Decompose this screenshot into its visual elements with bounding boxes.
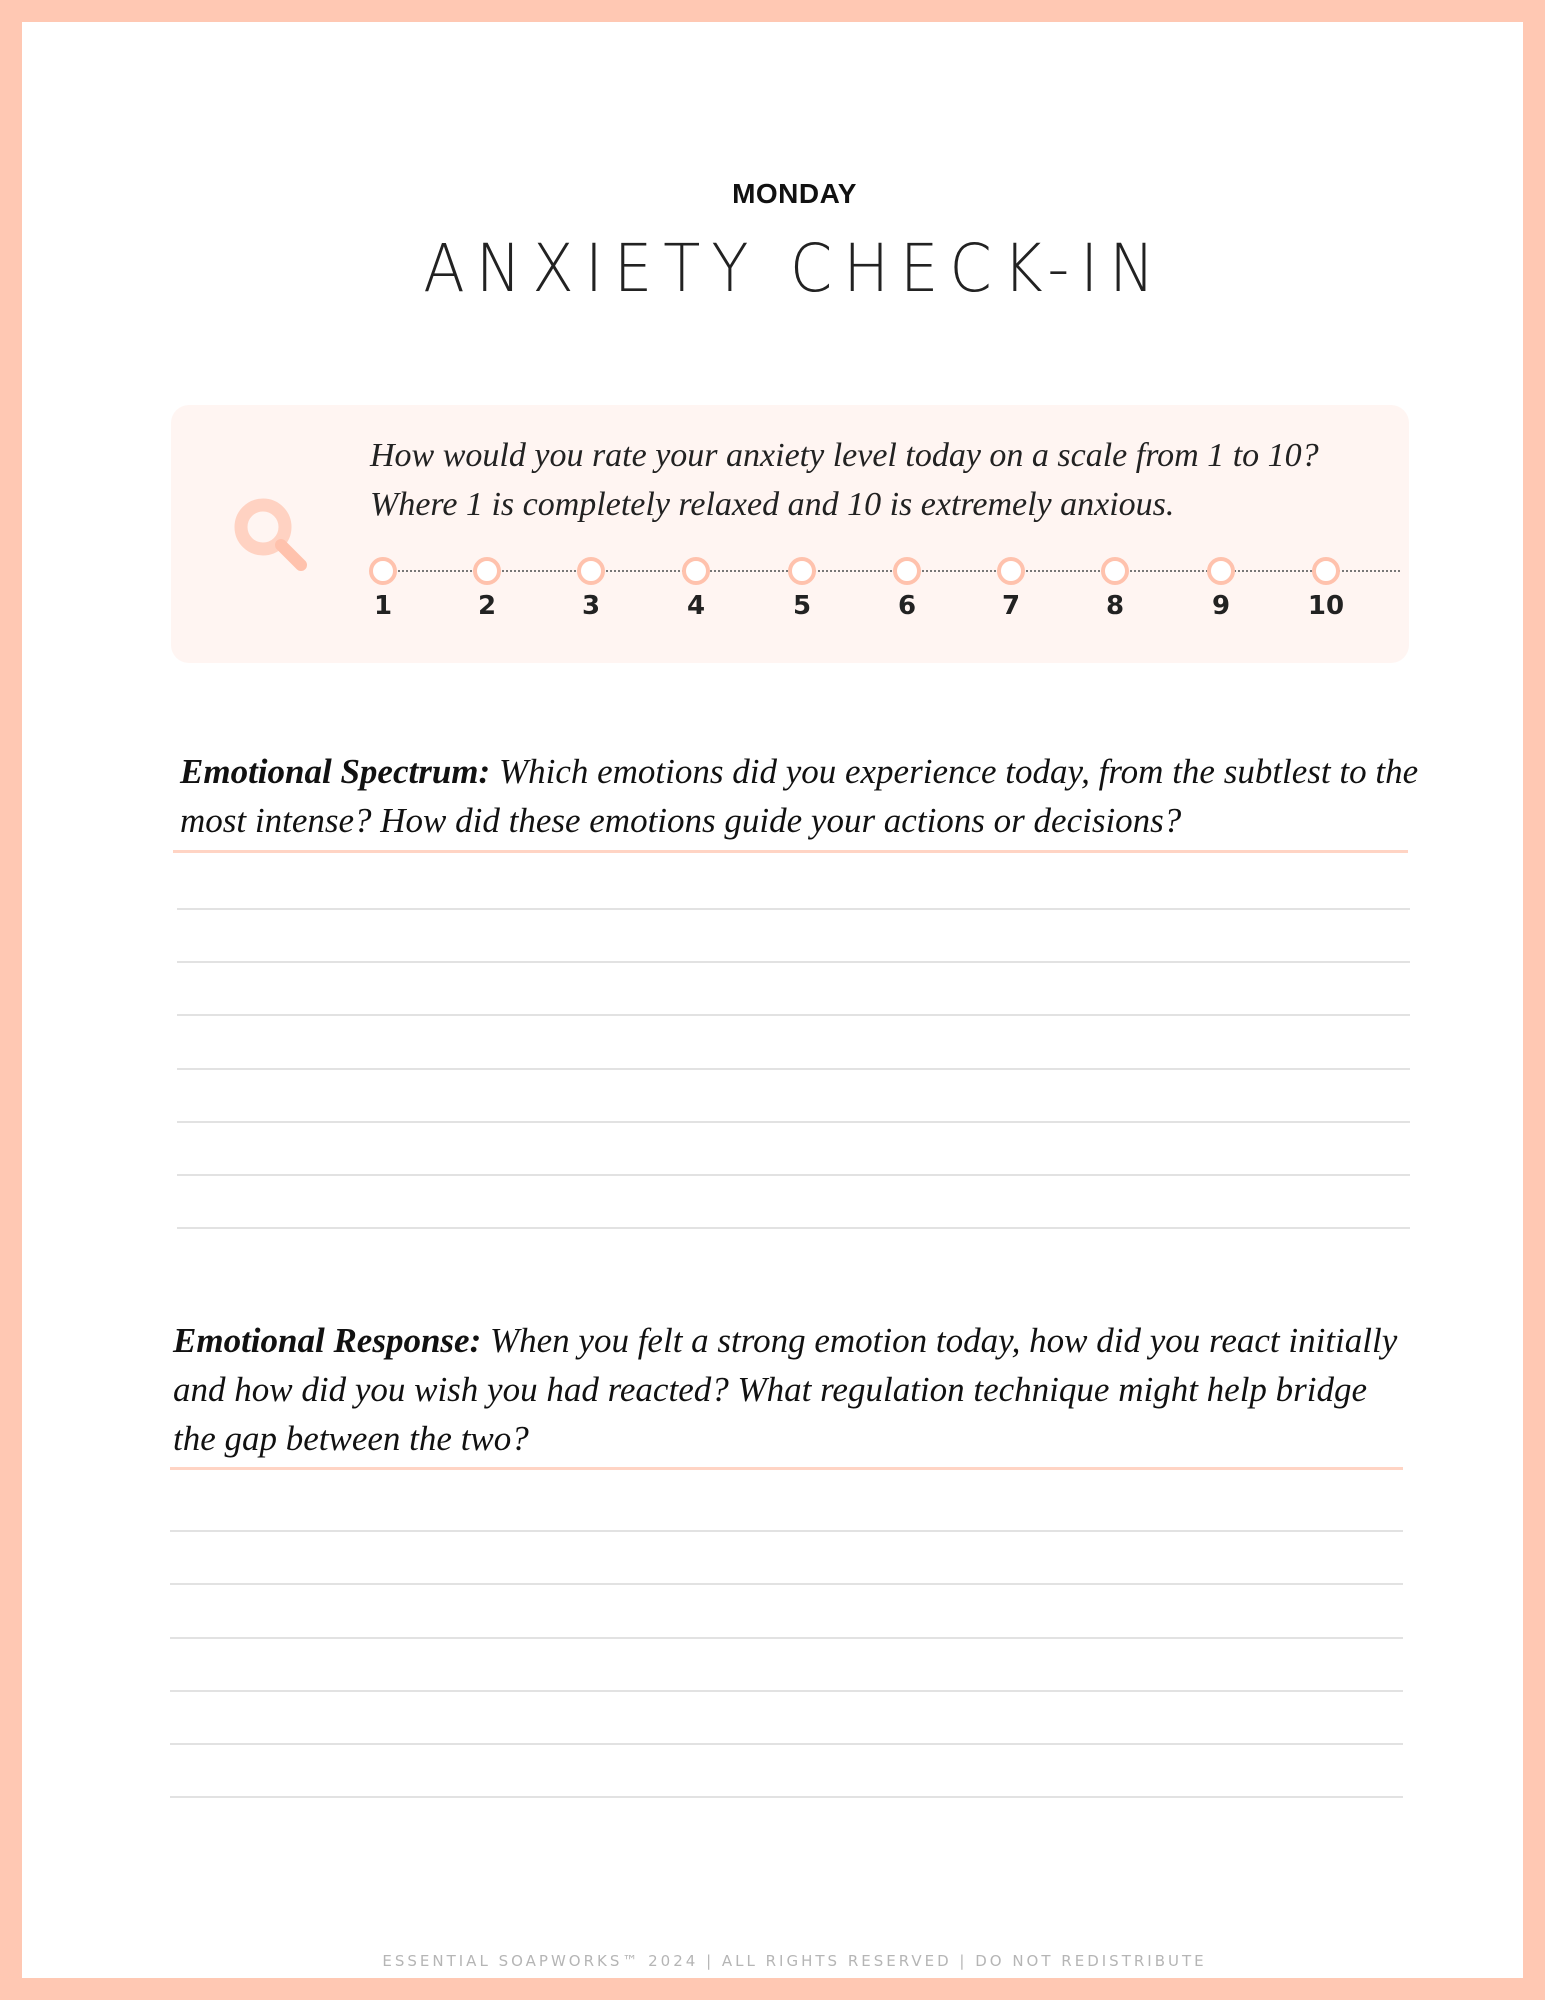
scale-dotted-line [383, 570, 1400, 572]
writing-line[interactable] [177, 1068, 1410, 1070]
copyright-footer: ESSENTIAL SOAPWORKS™ 2024 | ALL RIGHTS RESERVED | DO NOT REDISTRIBUTE [382, 1952, 1207, 1970]
rating-question: How would you rate your anxiety level today on a scale from 1 to 10? Where 1 is completely relaxed and 10 is extremely anxious. [370, 437, 1319, 523]
magnifying-glass-icon [229, 493, 321, 585]
page-title: ANXIETY CHECK-IN [423, 230, 1166, 307]
writing-line[interactable] [177, 908, 1410, 910]
scale-label-7: 7 [1001, 591, 1021, 621]
scale-label-4: 4 [686, 591, 706, 621]
scale-label-2: 2 [477, 591, 497, 621]
scale-option-8[interactable] [1101, 557, 1129, 585]
emotional-response-text: When you felt a strong emotion today, how did you react initially and how did you wish you had reacted? What regulation technique might help bridge the gap between the two? [173, 1321, 1398, 1458]
scale-option-6[interactable] [893, 557, 921, 585]
section-divider [170, 1467, 1403, 1470]
scale-label-10: 10 [1307, 591, 1345, 621]
writing-line[interactable] [177, 961, 1410, 963]
anxiety-rating-box [171, 405, 1409, 663]
scale-option-4[interactable] [682, 557, 710, 585]
scale-option-7[interactable] [997, 557, 1025, 585]
emotional-response-label: Emotional Response: [173, 1321, 482, 1360]
scale-label-9: 9 [1211, 591, 1231, 621]
scale-option-2[interactable] [473, 557, 501, 585]
writing-line[interactable] [170, 1583, 1403, 1585]
emotional-response-prompt [173, 1316, 1403, 1463]
scale-option-3[interactable] [577, 557, 605, 585]
writing-line[interactable] [170, 1796, 1403, 1798]
scale-label-1: 1 [373, 591, 393, 621]
emotional-spectrum-label: Emotional Spectrum: [180, 752, 491, 791]
writing-line[interactable] [177, 1014, 1410, 1016]
writing-line[interactable] [170, 1690, 1403, 1692]
writing-line[interactable] [177, 1121, 1410, 1123]
emotional-spectrum-text: Which emotions did you experience today, from the subtlest to the most intense? How did these emotions guide your actions or decisions? [180, 752, 1419, 840]
emotional-spectrum-prompt [180, 747, 1420, 845]
scale-label-6: 6 [897, 591, 917, 621]
writing-line[interactable] [170, 1637, 1403, 1639]
scale-option-1[interactable] [369, 557, 397, 585]
section-divider [173, 850, 1408, 853]
scale-label-3: 3 [581, 591, 601, 621]
scale-option-10[interactable] [1312, 557, 1340, 585]
writing-line[interactable] [170, 1530, 1403, 1532]
writing-line[interactable] [170, 1743, 1403, 1745]
writing-line[interactable] [177, 1227, 1410, 1229]
writing-line[interactable] [177, 1174, 1410, 1176]
scale-label-5: 5 [792, 591, 812, 621]
scale-label-8: 8 [1105, 591, 1125, 621]
scale-option-9[interactable] [1207, 557, 1235, 585]
scale-option-5[interactable] [788, 557, 816, 585]
day-label: MONDAY [732, 178, 857, 209]
